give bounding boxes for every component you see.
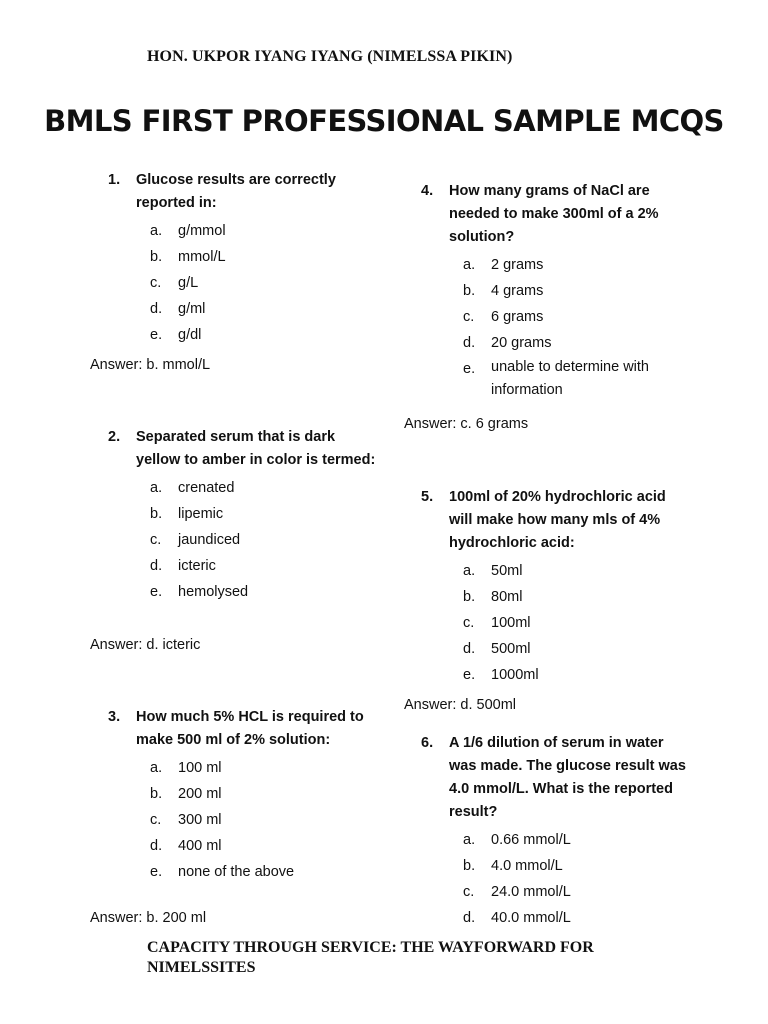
option-c: c. 24.0 mmol/L (463, 884, 571, 900)
option-a: a. crenated (150, 480, 235, 496)
question-text: How much 5% HCL is required to make 500 ml of 2% solution: (136, 709, 364, 748)
option-a: a. 0.66 mmol/L (463, 832, 571, 848)
option-a: a. 100 ml (150, 760, 222, 776)
option-c: c. jaundiced (150, 532, 241, 548)
option-b: b. 4 grams (463, 283, 544, 299)
option-list (421, 558, 691, 688)
question-number: 6. (421, 735, 434, 751)
question-2 (108, 426, 378, 605)
option-list (108, 475, 378, 605)
question-text: How many grams of NaCl are needed to make 300ml of a 2% solution? (449, 183, 659, 245)
option-b: b. 4.0 mmol/L (463, 858, 563, 874)
question-1 (108, 169, 378, 348)
answer-4: Answer: c. 6 grams (404, 416, 529, 432)
option-a: a. g/mmol (150, 223, 226, 239)
option-e: e. g/dl (150, 327, 202, 343)
option-c: c. 100ml (463, 615, 531, 631)
page-title: BMLS FIRST PROFESSIONAL SAMPLE MCQS (44, 104, 724, 138)
option-list (421, 827, 691, 931)
option-e: e. unable to determine with information (463, 359, 649, 398)
option-d: d. 40.0 mmol/L (463, 910, 571, 926)
question-number: 4. (421, 183, 434, 199)
answer-5: Answer: d. 500ml (404, 697, 517, 713)
option-c: c. g/L (150, 275, 199, 291)
answer-1: Answer: b. mmol/L (90, 357, 211, 373)
question-text: A 1/6 dilution of serum in water was made. The glucose result was 4.0 mmol/L. What is the reported result? (449, 735, 686, 820)
option-e: e. none of the above (150, 864, 295, 880)
option-b: b. lipemic (150, 506, 224, 522)
option-c: c. 6 grams (463, 309, 544, 325)
question-number: 5. (421, 489, 434, 505)
option-b: b. mmol/L (150, 249, 226, 265)
option-a: a. 2 grams (463, 257, 544, 273)
question-5 (421, 486, 691, 688)
option-e: e. 1000ml (463, 667, 539, 683)
author-line: HON. UKPOR IYANG IYANG (NIMELSSA PIKIN) (147, 48, 513, 65)
question-text: Glucose results are correctly reported in: (136, 172, 336, 211)
question-text: 100ml of 20% hydrochloric acid will make how many mls of 4% hydrochloric acid: (449, 489, 666, 551)
option-list (108, 755, 378, 885)
question-number: 2. (108, 429, 121, 445)
option-d: d. 20 grams (463, 335, 552, 351)
question-text: Separated serum that is dark yellow to amber in color is termed: (136, 429, 376, 468)
option-d: d. icteric (150, 558, 216, 574)
question-3 (108, 706, 378, 885)
question-number: 1. (108, 172, 121, 188)
option-d: d. 500ml (463, 641, 531, 657)
option-e: e. hemolysed (150, 584, 249, 600)
question-4 (421, 180, 691, 403)
answer-3: Answer: b. 200 ml (90, 910, 207, 926)
option-a: a. 50ml (463, 563, 523, 579)
option-list (108, 218, 378, 348)
option-b: b. 80ml (463, 589, 523, 605)
option-d: d. 400 ml (150, 838, 222, 854)
option-c: c. 300 ml (150, 812, 222, 828)
question-6 (421, 732, 691, 931)
option-d: d. g/ml (150, 301, 206, 317)
question-number: 3. (108, 709, 121, 725)
footer-motto: CAPACITY THROUGH SERVICE: THE WAYFORWARD FOR NIMELSSITES (147, 939, 594, 976)
option-list (421, 252, 691, 403)
option-b: b. 200 ml (150, 786, 222, 802)
answer-2: Answer: d. icteric (90, 637, 201, 653)
